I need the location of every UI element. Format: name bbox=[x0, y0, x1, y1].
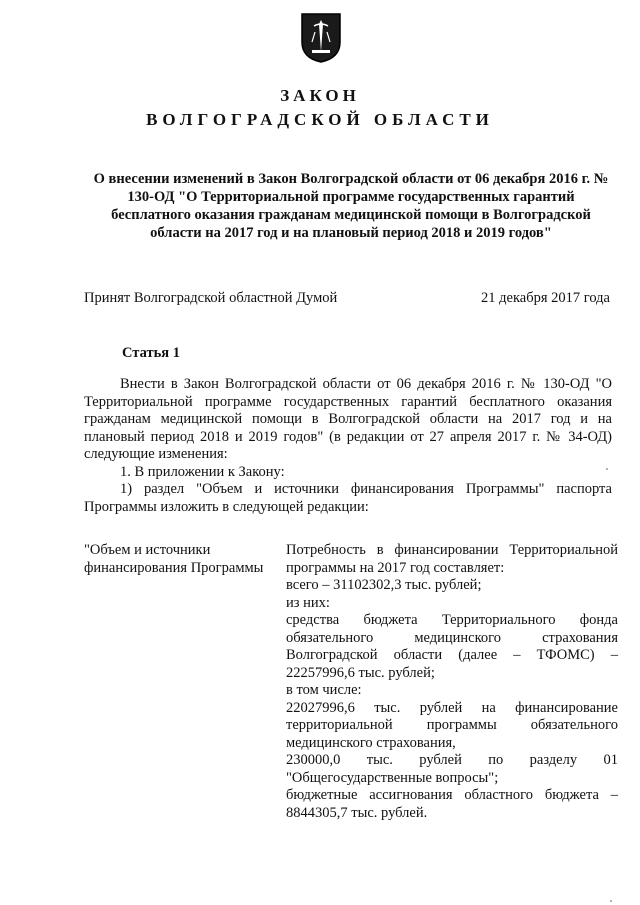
passport-line: всего – 31102302,3 тыс. рублей; bbox=[286, 577, 482, 593]
article-intro: Внести в Закон Волгоградской области от 06 декабря 2016 г. № 130-ОД "О Территориальной программе государственных гарантий бесплатного оказания гражданам медицинской помощи в Волгоградской области на 2017 год и на плановый период 2018 и 2019 годов" (в редакции от 27 апреля 2017 г. № 34-ОД) следующие изменения: bbox=[84, 376, 612, 462]
coat-of-arms-icon bbox=[300, 12, 342, 64]
region-heading: ВОЛГОГРАДСКОЙ ОБЛАСТИ bbox=[146, 110, 494, 129]
adopted-date: 21 декабря 2017 года bbox=[481, 290, 610, 306]
scan-speck bbox=[606, 468, 608, 470]
scan-speck bbox=[610, 900, 612, 902]
passport-section-title: "Объем и источники финансирования Программы bbox=[84, 542, 264, 576]
passport-line: средства бюджета Территориального фонда обязательного медицинского страхования Волгоградской области (далее – ТФОМС) – 22257996,6 тыс. рублей; bbox=[286, 612, 618, 681]
passport-line: в том числе: bbox=[286, 682, 362, 698]
adopted-by: Принят Волгоградской областной Думой bbox=[84, 290, 338, 306]
passport-line: из них: bbox=[286, 594, 330, 611]
article-body bbox=[84, 376, 612, 516]
passport-line: бюджетные ассигнования областного бюджета – 8844305,7 тыс. рублей. bbox=[286, 787, 618, 821]
article-title: Статья 1 bbox=[122, 345, 180, 361]
law-heading: ЗАКОН bbox=[280, 86, 360, 105]
passport-line: 22027996,6 тыс. рублей на финансирование территориальной программы обязательного медицинского страхования, bbox=[286, 699, 618, 751]
article-item-1-1: 1) раздел "Объем и источники финансирования Программы" паспорта Программы изложить в следующей редакции: bbox=[84, 481, 612, 515]
article-item-1: 1. В приложении к Закону: bbox=[120, 463, 285, 480]
passport-line: Потребность в финансировании Территориальной программы на 2017 год составляет: bbox=[286, 542, 618, 576]
passport-line: 230000,0 тыс. рублей по разделу 01 "Общегосударственные вопросы"; bbox=[286, 752, 618, 786]
passport-section-content bbox=[286, 542, 618, 822]
law-subject: О внесении изменений в Закон Волгоградской области от 06 декабря 2016 г. № 130-ОД "О Территориальной программе государственных гарантий бесплатного оказания гражданам медицинской помощи в Волгоградской области на 2017 год и на плановый период 2018 и 2019 годов" bbox=[93, 171, 609, 241]
